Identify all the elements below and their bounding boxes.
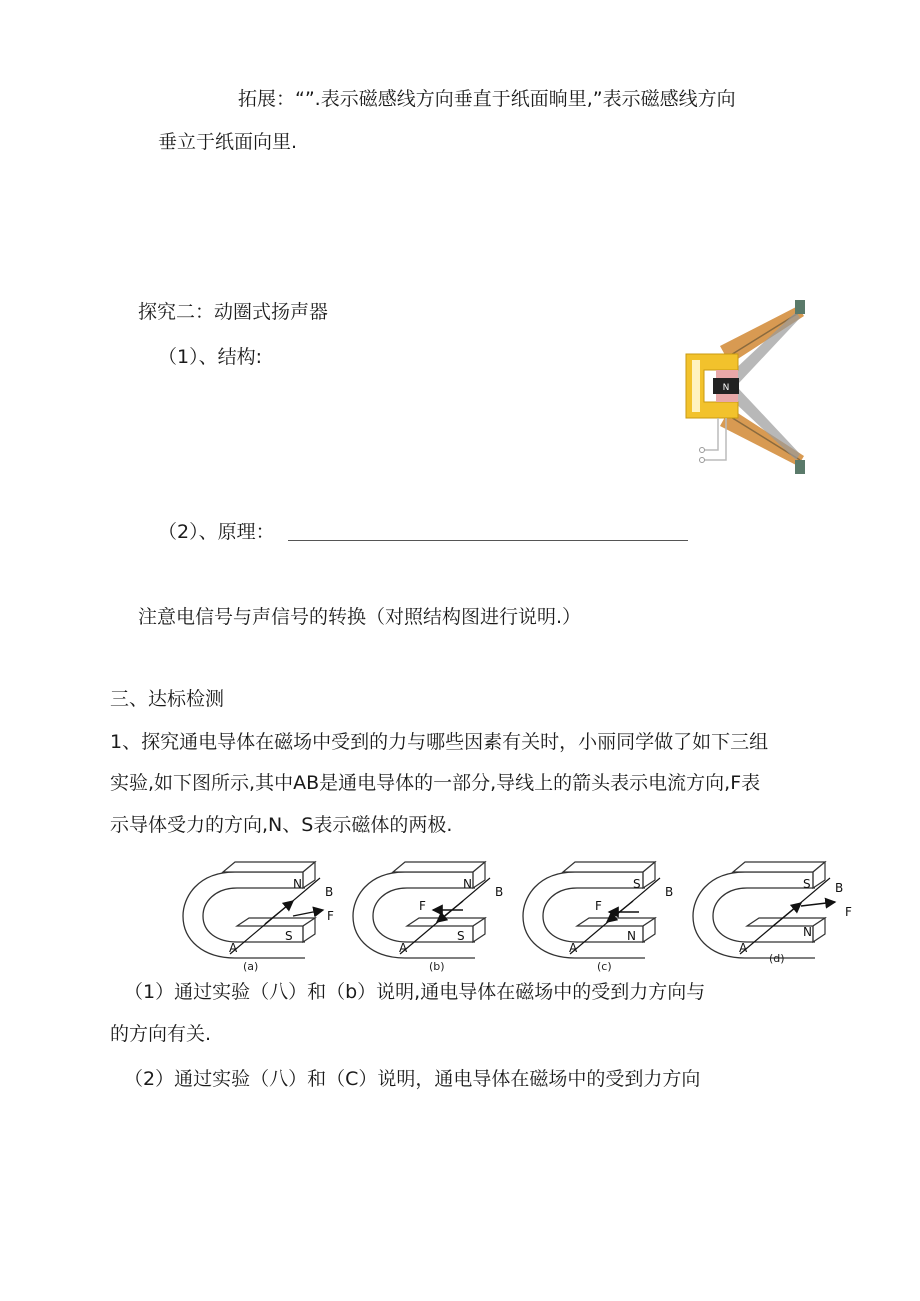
pole-top: S: [633, 877, 641, 891]
sub2-line-1: （2）通过实验（八）和（C）说明，通电导体在磁场中的受到力方向: [124, 1068, 701, 1090]
extension-line-2: 垂立于纸面向里.: [158, 131, 298, 153]
magnet-label: N: [722, 383, 730, 393]
pole-bottom: S: [285, 929, 293, 943]
sub1-line-2: 的方向有关.: [110, 1023, 212, 1045]
structure-label: （1）、结构:: [158, 346, 262, 368]
cone-edge-top: [795, 300, 805, 314]
label-force: F: [595, 899, 602, 913]
label-b: B: [835, 881, 844, 895]
conversion-note: 注意电信号与声信号的转换（对照结构图进行说明.）: [138, 606, 582, 628]
extension-line-1: 拓展：“”.表示磁感线方向垂直于纸面晌里,”表示磁感线方向: [238, 88, 736, 110]
pole-bottom: N: [627, 929, 636, 943]
pole-bottom: S: [457, 929, 465, 943]
panel-a: [183, 862, 334, 973]
caption: (c): [597, 960, 612, 973]
question1-line-2: 实验,如下图所示,其中AB是通电导体的一部分,导线上的箭头表示电流方向,F表: [110, 772, 761, 794]
pole-top: S: [803, 877, 811, 891]
sub1-line-1: （1）通过实验（八）和（b）说明,通电导体在磁场中的受到力方向与: [124, 981, 706, 1003]
caption: (d): [769, 952, 785, 965]
question1-line-3: 示导体受力的方向,N、S表示磁体的两极.: [110, 814, 453, 836]
label-a: A: [229, 941, 238, 955]
label-a: A: [399, 941, 408, 955]
label-b: B: [325, 885, 334, 899]
pole-bottom: N: [803, 925, 812, 939]
label-force: F: [845, 905, 852, 919]
speaker-diagram: [680, 298, 812, 478]
panel-b: [353, 862, 503, 973]
explore2-title: 探究二：动圈式扬声器: [138, 301, 329, 323]
label-a: A: [739, 941, 748, 955]
force-arrow: [801, 902, 835, 906]
label-force: F: [327, 909, 334, 923]
label-force: F: [419, 899, 426, 913]
force-arrow: [293, 910, 323, 916]
magnet-experiments-figure: [175, 858, 865, 976]
caption: (b): [429, 960, 445, 973]
caption: (a): [243, 960, 259, 973]
panel-d: [693, 862, 852, 965]
label-b: B: [495, 885, 504, 899]
principle-label: （2）、原理：: [158, 521, 275, 543]
pole-top: N: [293, 877, 302, 891]
section3-title: 三、达标检测: [110, 688, 225, 710]
label-a: A: [569, 941, 578, 955]
pole-top: N: [463, 877, 472, 891]
question1-line-1: 1、探究通电导体在磁场中受到的力与哪些因素有关时，小丽同学做了如下三组: [110, 731, 769, 753]
cone-edge-bottom: [795, 460, 805, 474]
panel-c: [523, 862, 673, 973]
principle-answer-blank[interactable]: [288, 540, 688, 541]
label-b: B: [665, 885, 674, 899]
